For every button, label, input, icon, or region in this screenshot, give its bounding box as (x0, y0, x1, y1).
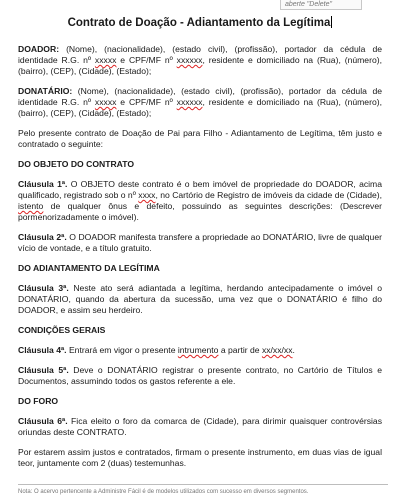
footer-label: Nota: (18, 489, 33, 495)
donatario-label: DONATÁRIO: (18, 86, 73, 96)
footer-text: O acervo pertencente a Administre Fácil é de modelos utilizados com sucesso em diversos segmentos. (32, 489, 309, 495)
section-heading-condicoes: CONDIÇÕES GERAIS (18, 325, 106, 335)
clause-4-label: Cláusula 4ª. (18, 345, 67, 355)
document-title (18, 16, 382, 30)
clause-2-text: O DOADOR manifesta transfere a propriedade ao DONATÁRIO, livre de qualquer vício de vontade, e a título gratuito. (18, 232, 382, 253)
clause-1-text-2: , no Cartório de Registro de imóveis da cidade de (Cidade), (155, 190, 383, 200)
clause-3-label: Cláusula 3ª. (18, 283, 69, 293)
footer-note (18, 484, 388, 496)
section-heading-adiantamento: DO ADIANTAMENTO DA LEGÍTIMA (18, 263, 160, 273)
clause-1-misspelled-word: istento (18, 201, 44, 211)
clause-1-registry-placeholder: xxxx (138, 190, 156, 200)
intro-paragraph: Pelo presente contrato de Doação de Pai para Filho - Adiantamento de Legítima, têm justo e contratado o seguinte: (18, 128, 382, 149)
section-heading-foro: DO FORO (18, 396, 59, 406)
doador-cpf-placeholder: xxxxxx (176, 55, 203, 65)
clause-3 (18, 283, 382, 316)
clause-4-date-placeholder: xx/xx/xx (261, 345, 293, 355)
document-page (18, 10, 382, 478)
clause-1-text-1: O OBJETO deste contrato é o bem imóvel de propriedade do DOADOR, acima qualificado, registrado sob o nº (18, 179, 382, 200)
donatario-cpf-placeholder: xxxxxx (176, 97, 203, 107)
clause-4-text-2: a partir de (218, 345, 262, 355)
clause-2-label: Cláusula 2ª. (18, 232, 67, 242)
clause-6-label: Cláusula 6ª. (18, 416, 68, 426)
donatario-text-2: e CPF/MF nº (116, 97, 177, 107)
clause-1-text-3: de qualquer ônus e defeito, possuindo as seguintes descrições: (Descrever pormenorizadamente o imóvel). (18, 201, 382, 222)
clause-6-text: Fica eleito o foro da comarca de (Cidade), para dirimir quaisquer controvérsias oriundas deste CONTRATO. (18, 416, 383, 437)
doador-label: DOADOR: (18, 44, 60, 54)
clause-4-text-3: . (292, 345, 295, 355)
clause-3-text: Neste ato será adiantada a legítima, herdando antecipadamente o imóvel o DONATÁRIO, quando da abertura da sucessão, uma vez que o DONATÁRIO é filho do DOADOR, e assim seu herdeiro. (18, 283, 382, 315)
doador-rg-placeholder: xxxxx (94, 55, 117, 65)
doador-text-1: (Nome), (nacionalidade), (estado civil), (profissão), portador da cédula de identidade R.G. nº (18, 44, 382, 65)
donatario-rg-placeholder: xxxxx (94, 97, 117, 107)
title-text: Contrato de Doação - Adiantamento da Legítima (67, 17, 331, 29)
section-heading-objeto: DO OBJETO DO CONTRATO (18, 159, 135, 169)
donatario-text-1: (Nome), (nacionalidade), (estado civil), (profissão), portador da cédula de identidade R.G. nº (18, 86, 382, 107)
donatario-text-3: , residente e domiciliado na (Rua), (número), (bairro), (CEP), (Cidade), (Estado); (18, 97, 382, 118)
clause-1 (18, 179, 382, 223)
donatario-paragraph (18, 86, 382, 119)
clause-4-misspelled-word: intrumento (177, 345, 219, 355)
clause-5 (18, 365, 382, 387)
clause-4 (18, 345, 382, 356)
clause-6 (18, 416, 382, 438)
text-cursor (331, 16, 332, 28)
doador-paragraph (18, 44, 382, 77)
doador-text-3: , residente e domiciliado na (Rua), (número), (bairro), (CEP), (Cidade), (Estado); (18, 55, 382, 76)
doador-text-2: e CPF/MF nº (116, 55, 177, 65)
clause-5-text: Deve o DONATÁRIO registrar o presente contrato, no Cartório de Títulos e Documentos, assumindo todos os gastos referente a ele. (18, 365, 383, 386)
delete-hint-box: aberte "Delete" (280, 0, 362, 10)
clause-4-text-1: Entrará em vigor o presente (66, 345, 178, 355)
closing-paragraph: Por estarem assim justos e contratados, firmam o presente instrumento, em duas vias de igual teor, juntamente com 2 (duas) testemunhas. (18, 447, 382, 468)
clause-5-label: Cláusula 5ª. (18, 365, 69, 375)
clause-2 (18, 232, 382, 254)
clause-1-label: Cláusula 1ª. (18, 179, 68, 189)
